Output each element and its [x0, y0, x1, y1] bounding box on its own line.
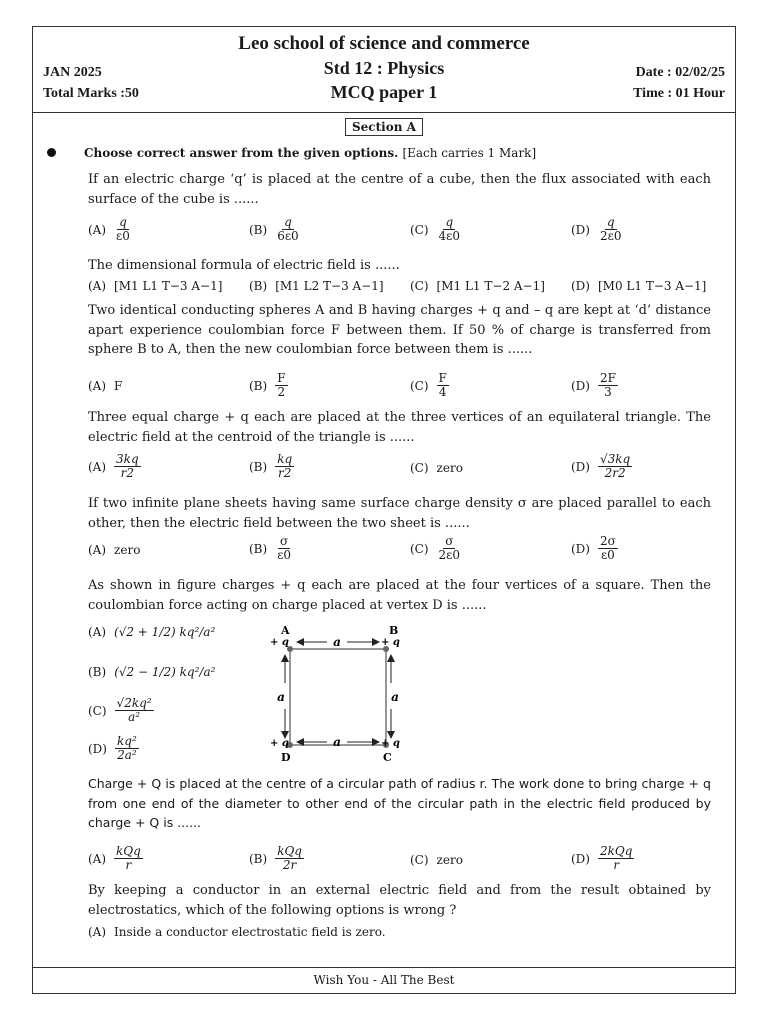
section-title: Section A — [345, 118, 423, 136]
q5-option-b: (B) $\frac{\sigma}{\varepsilon 0}$ — [249, 534, 292, 563]
q3-option-d: (D) $\frac{2F}{3}$ — [571, 371, 616, 400]
question-5: If two infinite plane sheets having same surface charge density σ are placed parallel to each other, then the electric field between the two sheet is ...... — [88, 496, 711, 531]
question-3: Two identical conducting spheres A and B having charges + q and – q are kept at ‘d’ distance apart experience coulombian force F between them. If 50 % of charge is transferred from sphere B to A, then the new coulombian force between them is ...... — [88, 303, 711, 357]
q1-option-d: (D) $\frac{q}{2\varepsilon 0}$ — [571, 215, 622, 244]
question-6: As shown in figure charges + q each are placed at the four vertices of a square. Then the coulombian force acting on charge placed at vertex D is ...... — [88, 578, 711, 613]
instruction-text: Choose correct answer from the given options. — [84, 146, 399, 160]
footer: Wish You - All The Best — [33, 967, 735, 993]
side-label-bottom: a — [333, 735, 341, 749]
q3-option-b: (B) $\frac{F}{2}$ — [249, 371, 286, 400]
vertex-label-b: B — [389, 625, 399, 637]
q5-option-a: (A) zero — [88, 543, 141, 557]
month: JAN 2025 — [43, 65, 102, 80]
paper-title: MCQ paper 1 — [330, 82, 438, 102]
q7-option-b: (B) $\frac{\text{kQq}}{2r}$ — [249, 844, 302, 873]
q2-option-b: (B) [M1 L2 T−3 A−1] — [249, 279, 384, 293]
q3-option-c: (C) $\frac{F}{4}$ — [410, 371, 447, 400]
q7-option-d: (D) $\frac{\text{2kQq}}{r}$ — [571, 844, 633, 873]
q4-option-a: (A) $\frac{3kq}{r2}$ — [88, 452, 139, 481]
side-label-left: a — [277, 690, 285, 704]
q4-option-b: (B) $\frac{kq}{r2}$ — [249, 452, 293, 481]
q1-option-c: (C) $\frac{q}{4\varepsilon 0}$ — [410, 215, 461, 244]
question-4: Three equal charge + q each are placed at the three vertices of an equilateral triangle. The electric field at the centroid of the triangle is ...... — [88, 410, 711, 445]
charge-a: + q — [270, 637, 289, 648]
q1-option-a: (A) $\frac{q}{\varepsilon 0}$ — [88, 215, 130, 244]
question-7: Charge + Q is placed at the centre of a circular path of radius r. The work done to bring charge + q from one end of the diameter to other end of the circular path in the electric field produced by charge + Q is ...... — [88, 776, 711, 830]
q2-option-d: (D) [M0 L1 T−3 A−1] — [571, 279, 707, 293]
std-title: Std 12 : Physics — [323, 58, 445, 78]
square-charges-figure — [269, 625, 409, 765]
instruction-note: [Each carries 1 Mark] — [402, 146, 537, 160]
q4-option-d: (D) $\frac{√3kq}{2r2}$ — [571, 452, 631, 481]
bullet-icon — [47, 148, 56, 157]
header — [33, 27, 735, 113]
total-marks: Total Marks :50 — [43, 86, 139, 101]
date: Date : 02/02/25 — [635, 65, 725, 80]
vertex-label-c: C — [383, 751, 392, 764]
side-label-right: a — [391, 690, 399, 704]
q2-option-a: (A) [M1 L1 T−3 A−1] — [88, 279, 223, 293]
q6-option-b: (B) (√2 − 1/2) kq²/a² — [88, 665, 216, 679]
q8-option-a: (A) Inside a conductor electrostatic field is zero. — [88, 925, 386, 939]
q2-option-c: (C) [M1 L1 T−2 A−1] — [410, 279, 545, 293]
q3-option-a: (A) F — [88, 379, 123, 393]
question-2: The dimensional formula of electric field is ...... — [88, 258, 400, 273]
side-label-top: a — [333, 635, 341, 649]
instruction — [84, 146, 536, 160]
question-8: By keeping a conductor in an external electric field and from the result obtained by electrostatics, which of the following options is wrong ? — [88, 883, 711, 918]
charge-d: + q — [270, 738, 289, 749]
charge-b: + q — [381, 637, 400, 648]
q6-option-c: (C) $\frac{\text{√2kq²}}{\text{a²}}$ — [88, 696, 152, 725]
question-1: If an electric charge ‘q’ is placed at the centre of a cube, then the flux associated with each surface of the cube is ...... — [88, 172, 711, 207]
q1-option-b: (B) $\frac{q}{6\varepsilon 0}$ — [249, 215, 299, 244]
charge-c: + q — [381, 738, 400, 749]
vertex-label-a: A — [281, 625, 290, 637]
exam-page — [32, 26, 736, 994]
q6-option-a: (A) (√2 + 1/2) kq²/a² — [88, 625, 216, 639]
school-name: Leo school of science and commerce — [238, 33, 530, 54]
q5-option-d: (D) $\frac{2\sigma}{\varepsilon 0}$ — [571, 534, 616, 563]
q6-option-d: (D) $\frac{\text{kq²}}{\text{2a²}}$ — [88, 734, 137, 763]
vertex-label-d: D — [281, 751, 291, 764]
q5-option-c: (C) $\frac{\sigma}{2\varepsilon 0}$ — [410, 534, 461, 563]
q4-option-c: (C) zero — [410, 461, 463, 475]
q7-option-a: (A) $\frac{\text{kQq}}{r}$ — [88, 844, 141, 873]
time: Time : 01 Hour — [633, 86, 725, 101]
q7-option-c: (C) zero — [410, 853, 463, 867]
